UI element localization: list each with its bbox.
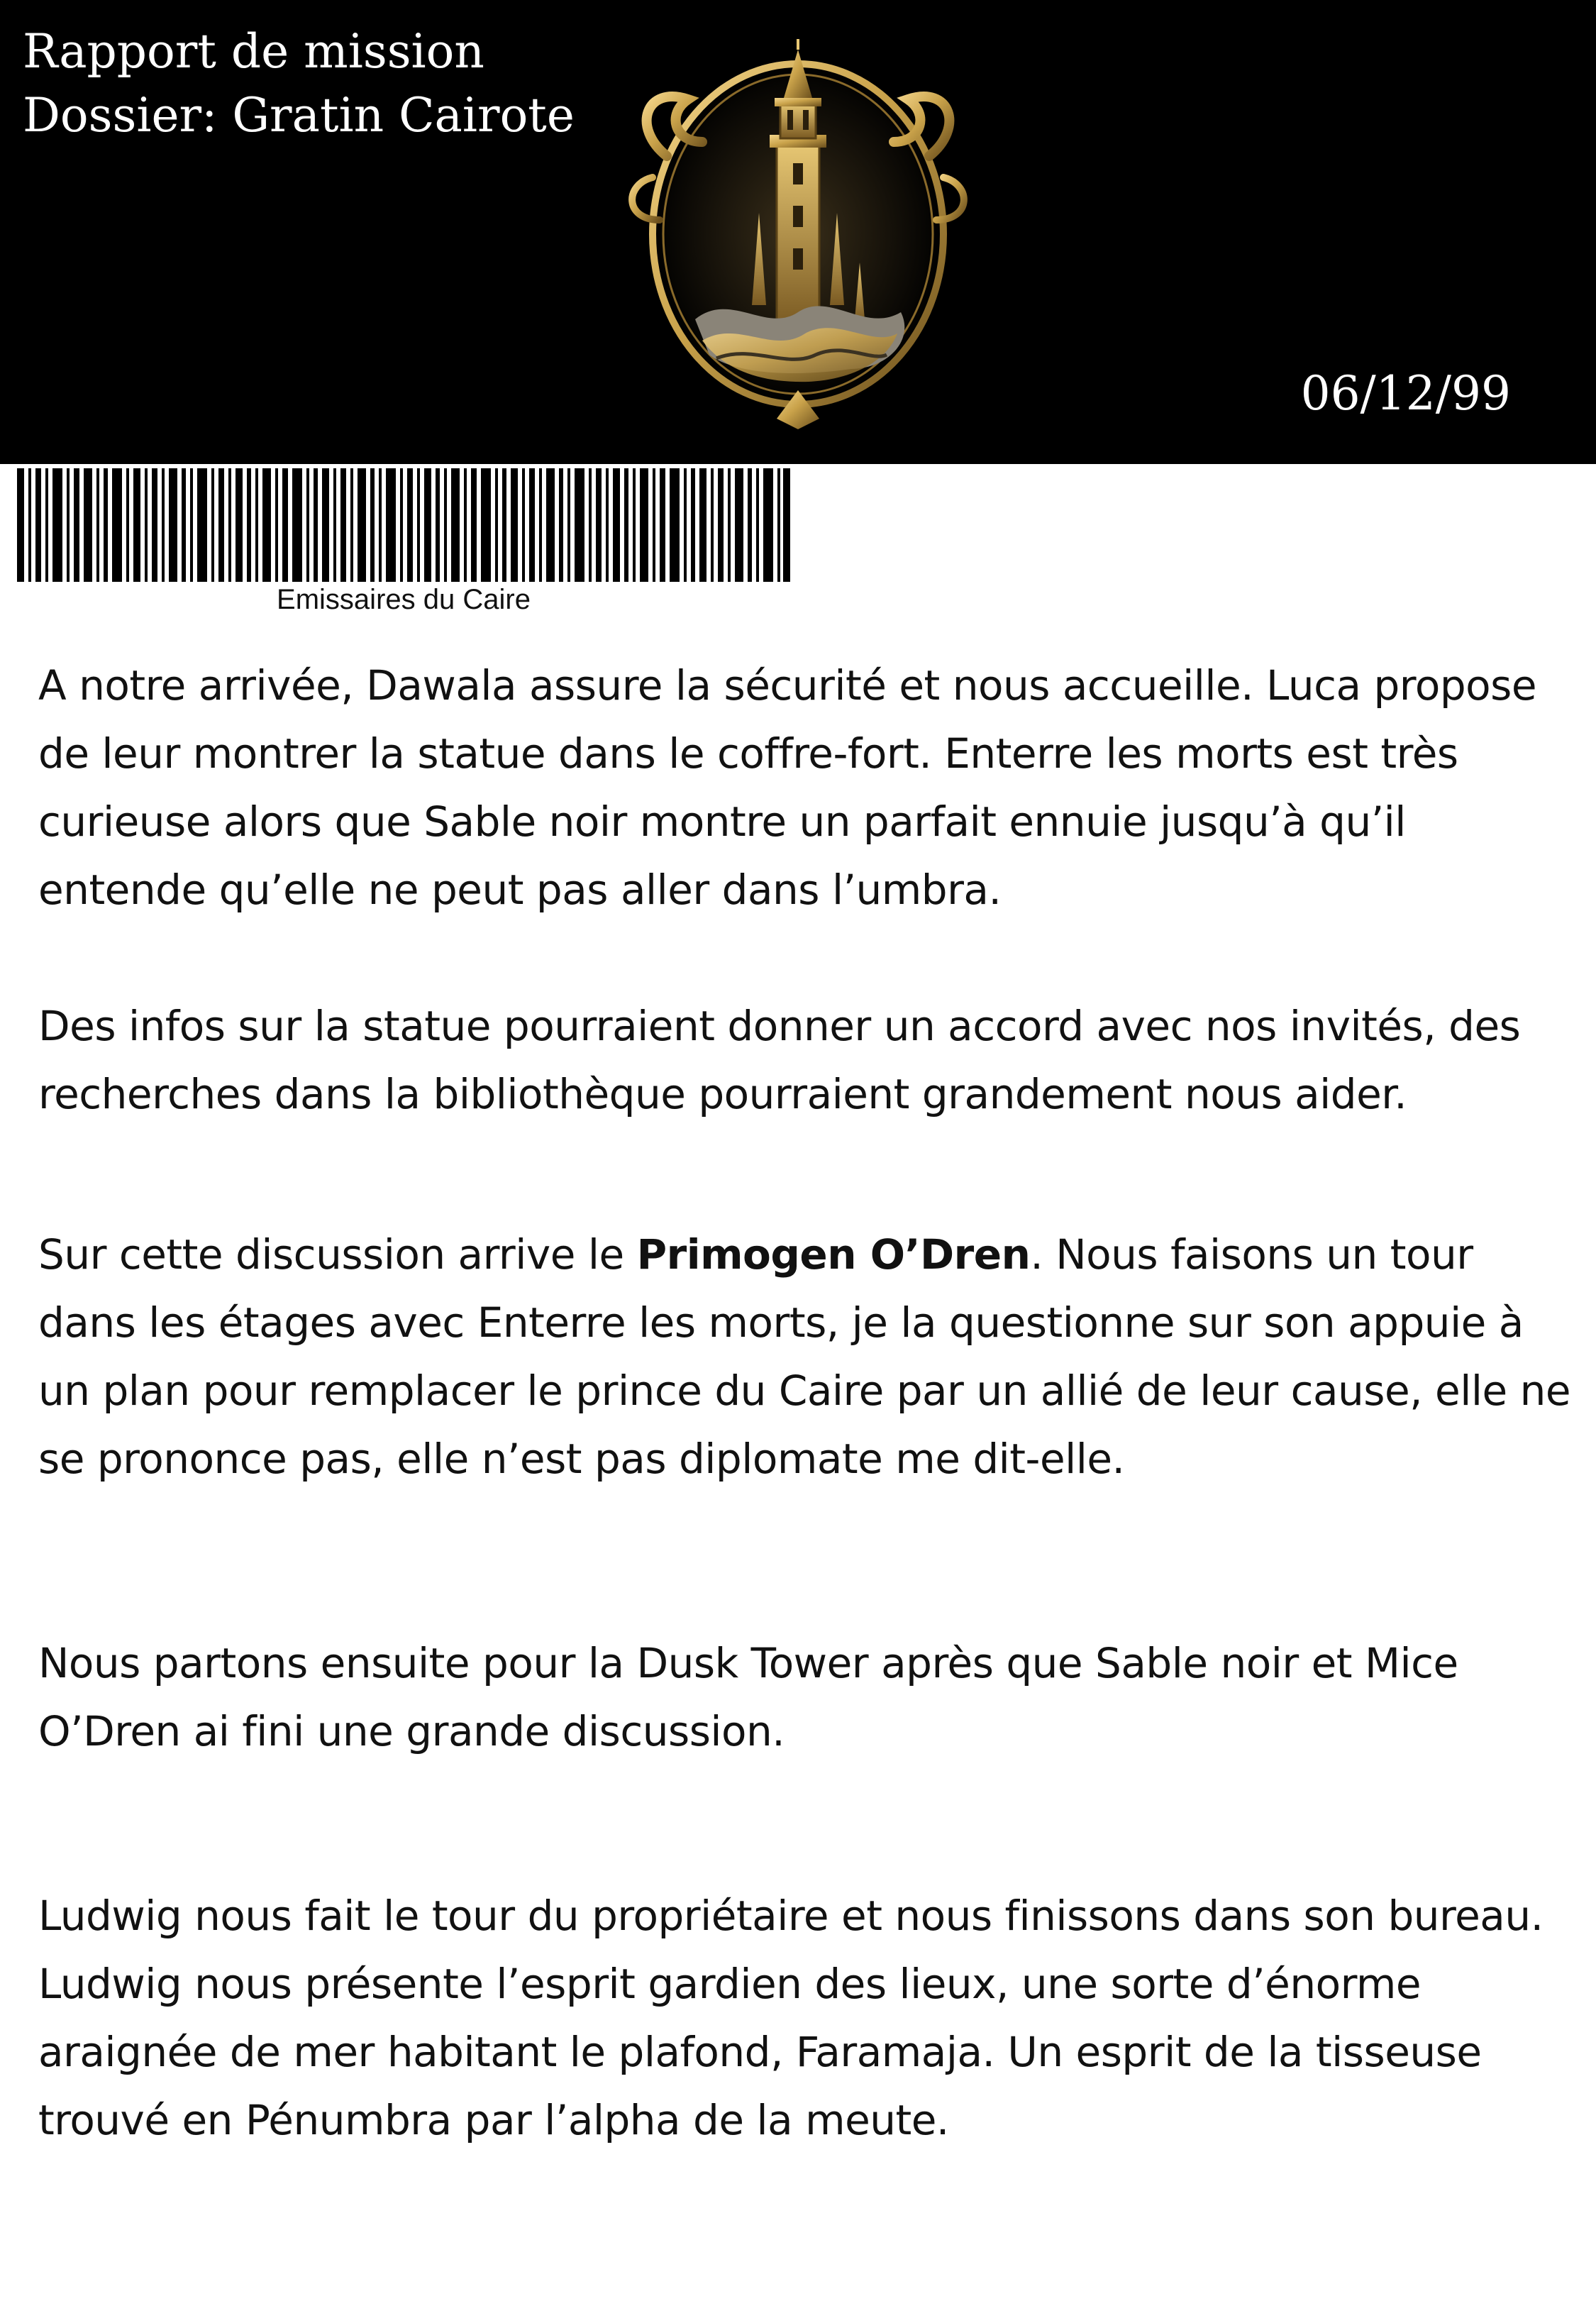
- report-title: Rapport de mission: [23, 24, 484, 79]
- paragraph-statue-info: Des infos sur la statue pourraient donner un accord avec nos invités, des recherches dans la bibliothèque pourraient grandement nous aider.: [38, 1002, 1521, 1118]
- report-date: 06/12/99: [1300, 366, 1511, 421]
- dossier-title: Dossier: Gratin Cairote: [23, 88, 575, 143]
- header-banner: [0, 0, 1596, 464]
- paragraph-primogen: [38, 1220, 1570, 1493]
- paragraph-primogen-start: Sur cette discussion arrive le: [38, 1230, 637, 1279]
- barcode-label: Emissaires du Caire: [277, 584, 531, 615]
- tower-crest-icon: [617, 35, 979, 433]
- paragraph-arrival: A notre arrivée, Dawala assure la sécurité et nous accueille. Luca propose de leur montrer la statue dans le coffre-fort. Enterre les morts est très curieuse alors que Sable noir montre un parfait ennuie jusqu’à qu’il entende qu’elle ne peut pas aller dans l’umbra.: [38, 661, 1537, 914]
- barcode: [17, 468, 790, 582]
- paragraph-dusk-tower: Nous partons ensuite pour la Dusk Tower après que Sable noir et Mice O’Dren ai fini une grande discussion.: [38, 1639, 1458, 1755]
- paragraph-ludwig: Ludwig nous fait le tour du propriétaire et nous finissons dans son bureau. Ludwig nous présente l’esprit gardien des lieux, une sorte d’énorme araignée de mer habitant le plafond, Faramaja. Un esprit de la tisseuse trouvé en Pénumbra par l’alpha de la meute.: [38, 1892, 1544, 2144]
- paragraph-primogen-rest: . Nous faisons un tour dans les étages avec Enterre les morts, je la questionne sur son appuie à un plan pour remplacer le prince du Caire par un allié de leur cause, elle ne se prononce pas, elle n’est pas diplomate me dit-elle.: [38, 1230, 1571, 1483]
- primogen-name: Primogen O’Dren: [636, 1230, 1031, 1279]
